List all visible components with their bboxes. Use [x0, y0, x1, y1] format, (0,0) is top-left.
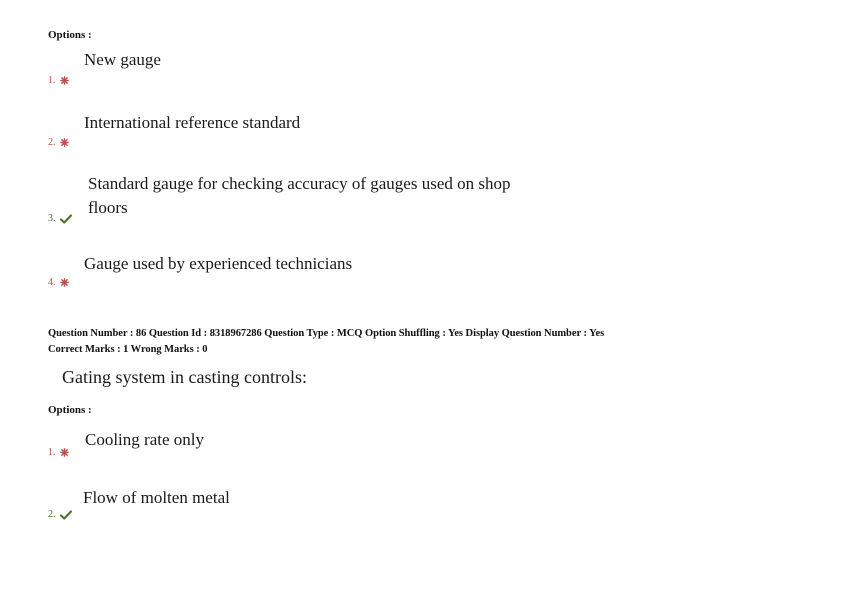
option-marker: [48, 509, 70, 520]
option-number: 1.: [48, 75, 56, 86]
question-meta-line: Question Number : 86 Question Id : 8318967286 Question Type : MCQ Option Shuffling : Yes Display Question Number : Yes: [48, 328, 605, 339]
option-number: 2.: [48, 137, 56, 148]
question-marks-line: Correct Marks : 1 Wrong Marks : 0: [48, 344, 208, 355]
option-number: 1.: [48, 447, 56, 458]
option-marker: [48, 213, 70, 224]
option-text: New gauge: [84, 50, 161, 69]
options-label: Options :: [48, 404, 92, 416]
cross-icon: [60, 448, 70, 458]
option-text-continued: floors: [88, 198, 128, 217]
option-marker: [48, 75, 70, 86]
option-number: 2.: [48, 509, 56, 520]
option-marker: [48, 447, 70, 458]
option-marker: [48, 137, 70, 148]
question-text: Gating system in casting controls:: [62, 367, 307, 387]
cross-icon: [60, 138, 70, 148]
option-text: International reference standard: [84, 113, 301, 132]
option-text: Standard gauge for checking accuracy of gauges used on shop: [88, 174, 511, 193]
option-text: Flow of molten metal: [83, 488, 230, 507]
cross-icon: [60, 278, 70, 288]
option-text: Cooling rate only: [85, 430, 204, 449]
option-number: 3.: [48, 213, 56, 224]
option-text: Gauge used by experienced technicians: [84, 254, 353, 273]
option-number: 4.: [48, 277, 56, 288]
check-icon: [60, 214, 70, 224]
cross-icon: [60, 76, 70, 86]
check-icon: [60, 510, 70, 520]
options-label: Options :: [48, 29, 92, 41]
option-marker: [48, 277, 70, 288]
